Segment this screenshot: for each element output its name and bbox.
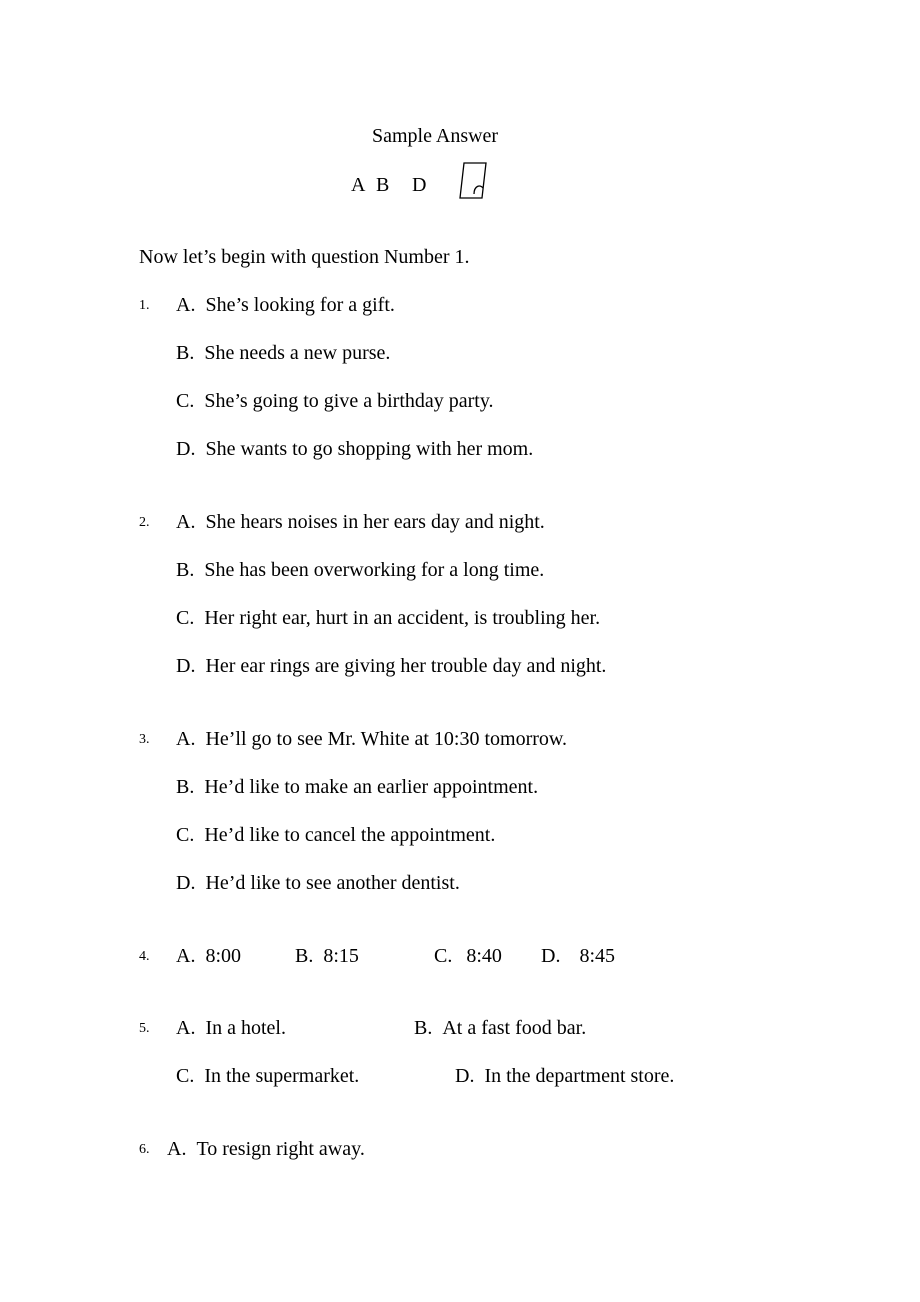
option-letter: C.: [176, 824, 195, 846]
option-a: [176, 512, 545, 532]
option-text: She needs a new purse.: [204, 342, 391, 364]
option-letter: D.: [176, 438, 196, 460]
option-letter: A.: [176, 945, 196, 967]
option-letter: B.: [176, 776, 195, 798]
question-number: 6.: [139, 1142, 150, 1157]
option-letter: A.: [176, 728, 196, 750]
option-b: [414, 1018, 586, 1038]
option-text: 8:45: [579, 945, 616, 967]
sample-option-d: D: [412, 174, 427, 196]
option-d: [176, 656, 606, 676]
option-text: 8:40: [466, 945, 502, 967]
option-text: She wants to go shopping with her mom.: [205, 438, 534, 460]
option-text: She has been overworking for a long time.: [204, 559, 545, 581]
option-text: 8:00: [205, 945, 242, 967]
option-text: In the supermarket.: [204, 1065, 360, 1087]
option-d: [541, 946, 615, 966]
question-number: 3.: [139, 732, 150, 747]
option-letter: D.: [176, 655, 196, 677]
option-letter: D.: [541, 945, 561, 967]
sample-option-a: A: [351, 174, 366, 196]
option-letter: C.: [176, 390, 195, 412]
option-text: 8:15: [323, 945, 359, 967]
question-number: 1.: [139, 298, 150, 313]
option-d: [176, 439, 533, 459]
option-a: [176, 295, 395, 315]
option-a: [176, 729, 567, 749]
option-letter: D.: [455, 1065, 475, 1087]
option-letter: A.: [176, 294, 196, 316]
option-letter: B.: [176, 342, 195, 364]
intro-text: Now let’s begin with question Number 1.: [139, 246, 470, 268]
option-b: [176, 343, 390, 363]
option-c: [176, 1066, 359, 1086]
option-b: [176, 560, 544, 580]
option-letter: A.: [176, 511, 196, 533]
option-c: [176, 608, 600, 628]
option-letter: A.: [167, 1138, 187, 1160]
option-a: [167, 1139, 365, 1159]
option-text: To resign right away.: [196, 1138, 365, 1160]
option-a: [176, 1018, 286, 1038]
option-text: Her right ear, hurt in an accident, is troubling her.: [204, 607, 601, 629]
option-b: [176, 777, 538, 797]
option-text: He’ll go to see Mr. White at 10:30 tomorrow.: [205, 728, 568, 750]
option-text: In the department store.: [484, 1065, 675, 1087]
option-text: At a fast food bar.: [442, 1017, 587, 1039]
marked-answer-bubble-icon: [458, 160, 488, 200]
option-text: She’s going to give a birthday party.: [204, 390, 494, 412]
option-b: [295, 946, 359, 966]
option-text: She hears noises in her ears day and night.: [205, 511, 545, 533]
question-number: 2.: [139, 515, 150, 530]
option-text: In a hotel.: [205, 1017, 286, 1039]
option-c: [176, 391, 494, 411]
option-c: [434, 946, 502, 966]
option-d: [455, 1066, 674, 1086]
question-number: 4.: [139, 949, 150, 964]
option-letter: B.: [414, 1017, 433, 1039]
option-text: He’d like to see another dentist.: [205, 872, 460, 894]
option-text: He’d like to cancel the appointment.: [204, 824, 496, 846]
sample-answer-title: Sample Answer: [372, 125, 499, 147]
option-letter: C.: [434, 945, 453, 967]
question-number: 5.: [139, 1021, 150, 1036]
option-letter: C.: [176, 607, 195, 629]
option-c: [176, 825, 495, 845]
option-letter: C.: [176, 1065, 195, 1087]
option-text: Her ear rings are giving her trouble day and night.: [205, 655, 607, 677]
option-letter: B.: [295, 945, 314, 967]
option-a: [176, 946, 241, 966]
option-text: He’d like to make an earlier appointment.: [204, 776, 539, 798]
option-text: She’s looking for a gift.: [205, 294, 395, 316]
option-letter: D.: [176, 872, 196, 894]
option-d: [176, 873, 460, 893]
sample-option-b: B: [376, 174, 390, 196]
option-letter: A.: [176, 1017, 196, 1039]
option-letter: B.: [176, 559, 195, 581]
